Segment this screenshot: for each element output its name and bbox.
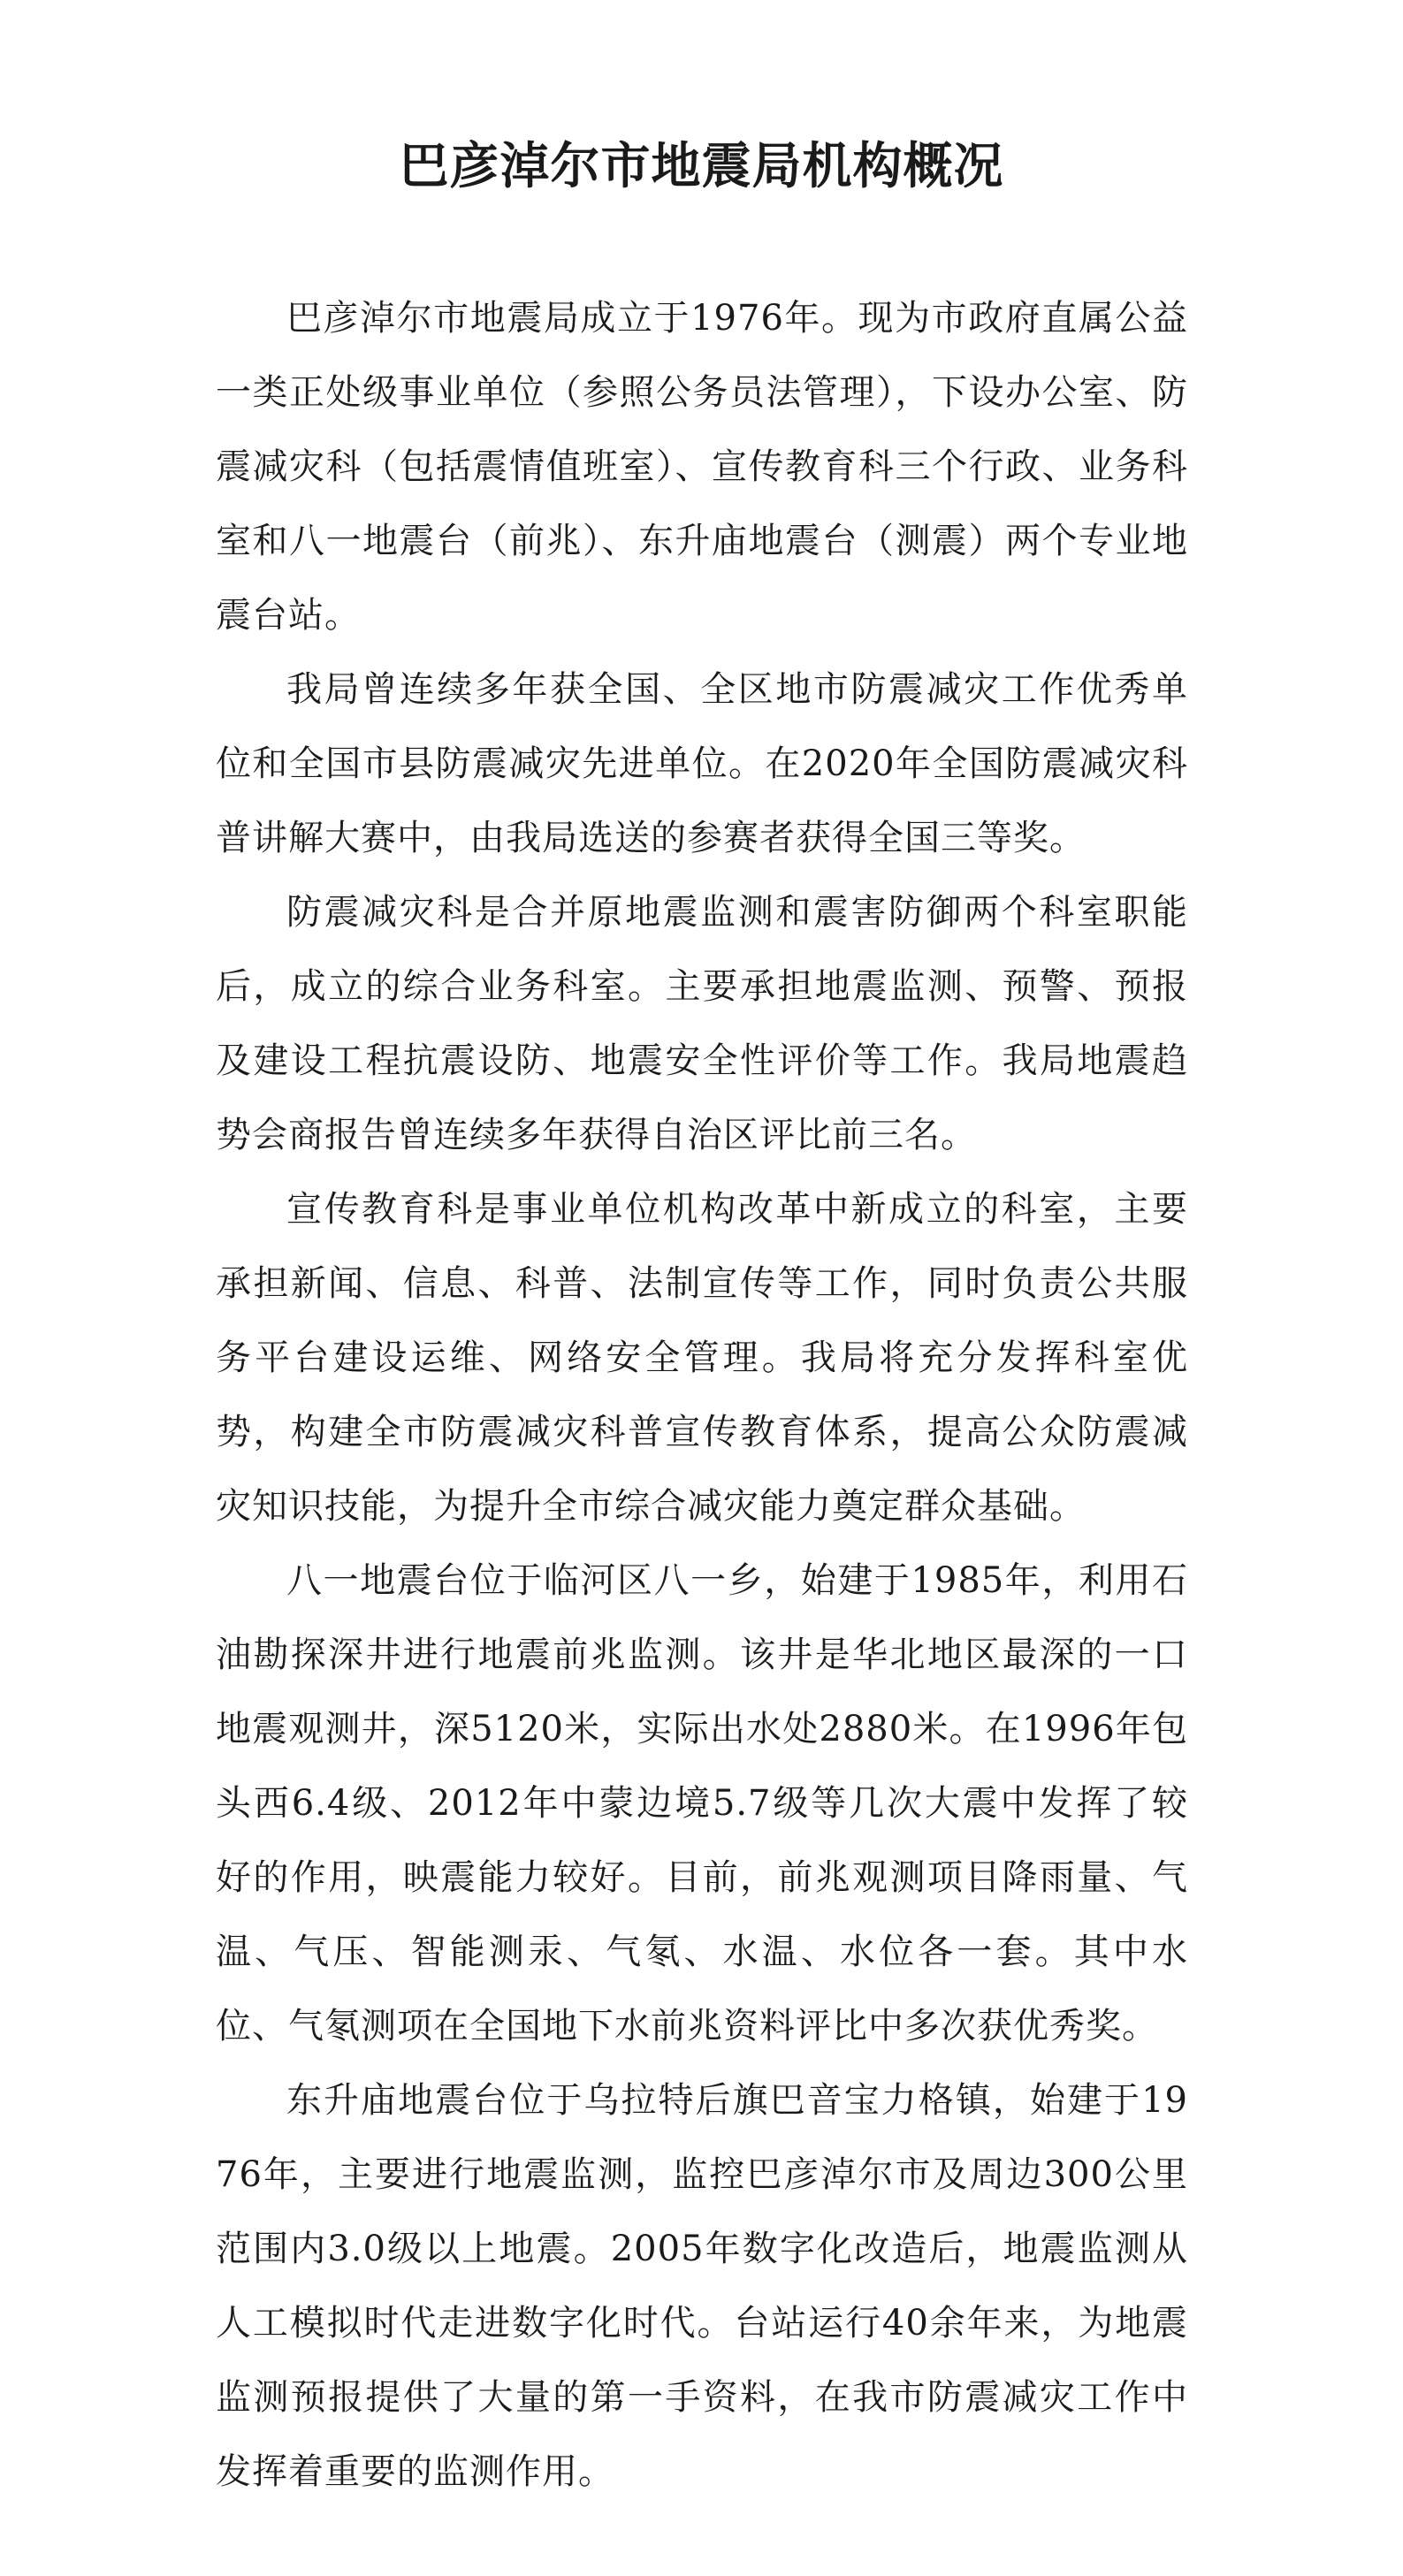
paragraph-overview: 巴彦淖尔市地震局成立于1976年。现为市政府直属公益一类正处级事业单位（参照公务员法管理），下设办公室、防震减灾科（包括震情值班室）、宣传教育科三个行政、业务科室和八一地震台（前兆）、东升庙地震台（测震）两个专业地震台站。 [216,298,1188,636]
page-title: 巴彦淖尔市地震局机构概况 [399,137,1004,195]
paragraph-disaster-prevention-section: 防震减灾科是合并原地震监测和震害防御两个科室职能后，成立的综合业务科室。主要承担地震监测、预警、预报及建设工程抗震设防、地震安全性评价等工作。我局地震趋势会商报告曾连续多年获得自治区评比前三名。 [216,892,1188,1155]
paragraph-publicity-education-section: 宣传教育科是事业单位机构改革中新成立的科室，主要承担新闻、信息、科普、法制宣传等工作，同时负责公共服务平台建设运维、网络安全管理。我局将充分发挥科室优势，构建全市防震减灾科普宣传教育体系，提高公众防震减灾知识技能，为提升全市综合减灾能力奠定群众基础。 [216,1189,1188,1527]
document-body [216,281,1188,2509]
paragraph-dongshengmiao-station: 东升庙地震台位于乌拉特后旗巴音宝力格镇，始建于1976年，主要进行地震监测，监控巴彦淖尔市及周边300公里范围内3.0级以上地震。2005年数字化改造后，地震监测从人工模拟时代走进数字化时代。台站运行40余年来，为地震监测预报提供了大量的第一手资料，在我市防震减灾工作中发挥着重要的监测作用。 [216,2080,1188,2492]
paragraph-bayi-station: 八一地震台位于临河区八一乡，始建于1985年，利用石油勘探深井进行地震前兆监测。该井是华北地区最深的一口地震观测井，深5120米，实际出水处2880米。在1996年包头西6.4级、2012年中蒙边境5.7级等几次大震中发挥了较好的作用，映震能力较好。目前，前兆观测项目降雨量、气温、气压、智能测汞、气氡、水温、水位各一套。其中水位、气氡测项在全国地下水前兆资料评比中多次获优秀奖。 [216,1560,1188,2046]
paragraph-honors: 我局曾连续多年获全国、全区地市防震减灾工作优秀单位和全国市县防震减灾先进单位。在2020年全国防震减灾科普讲解大赛中，由我局选送的参赛者获得全国三等奖。 [216,669,1188,858]
